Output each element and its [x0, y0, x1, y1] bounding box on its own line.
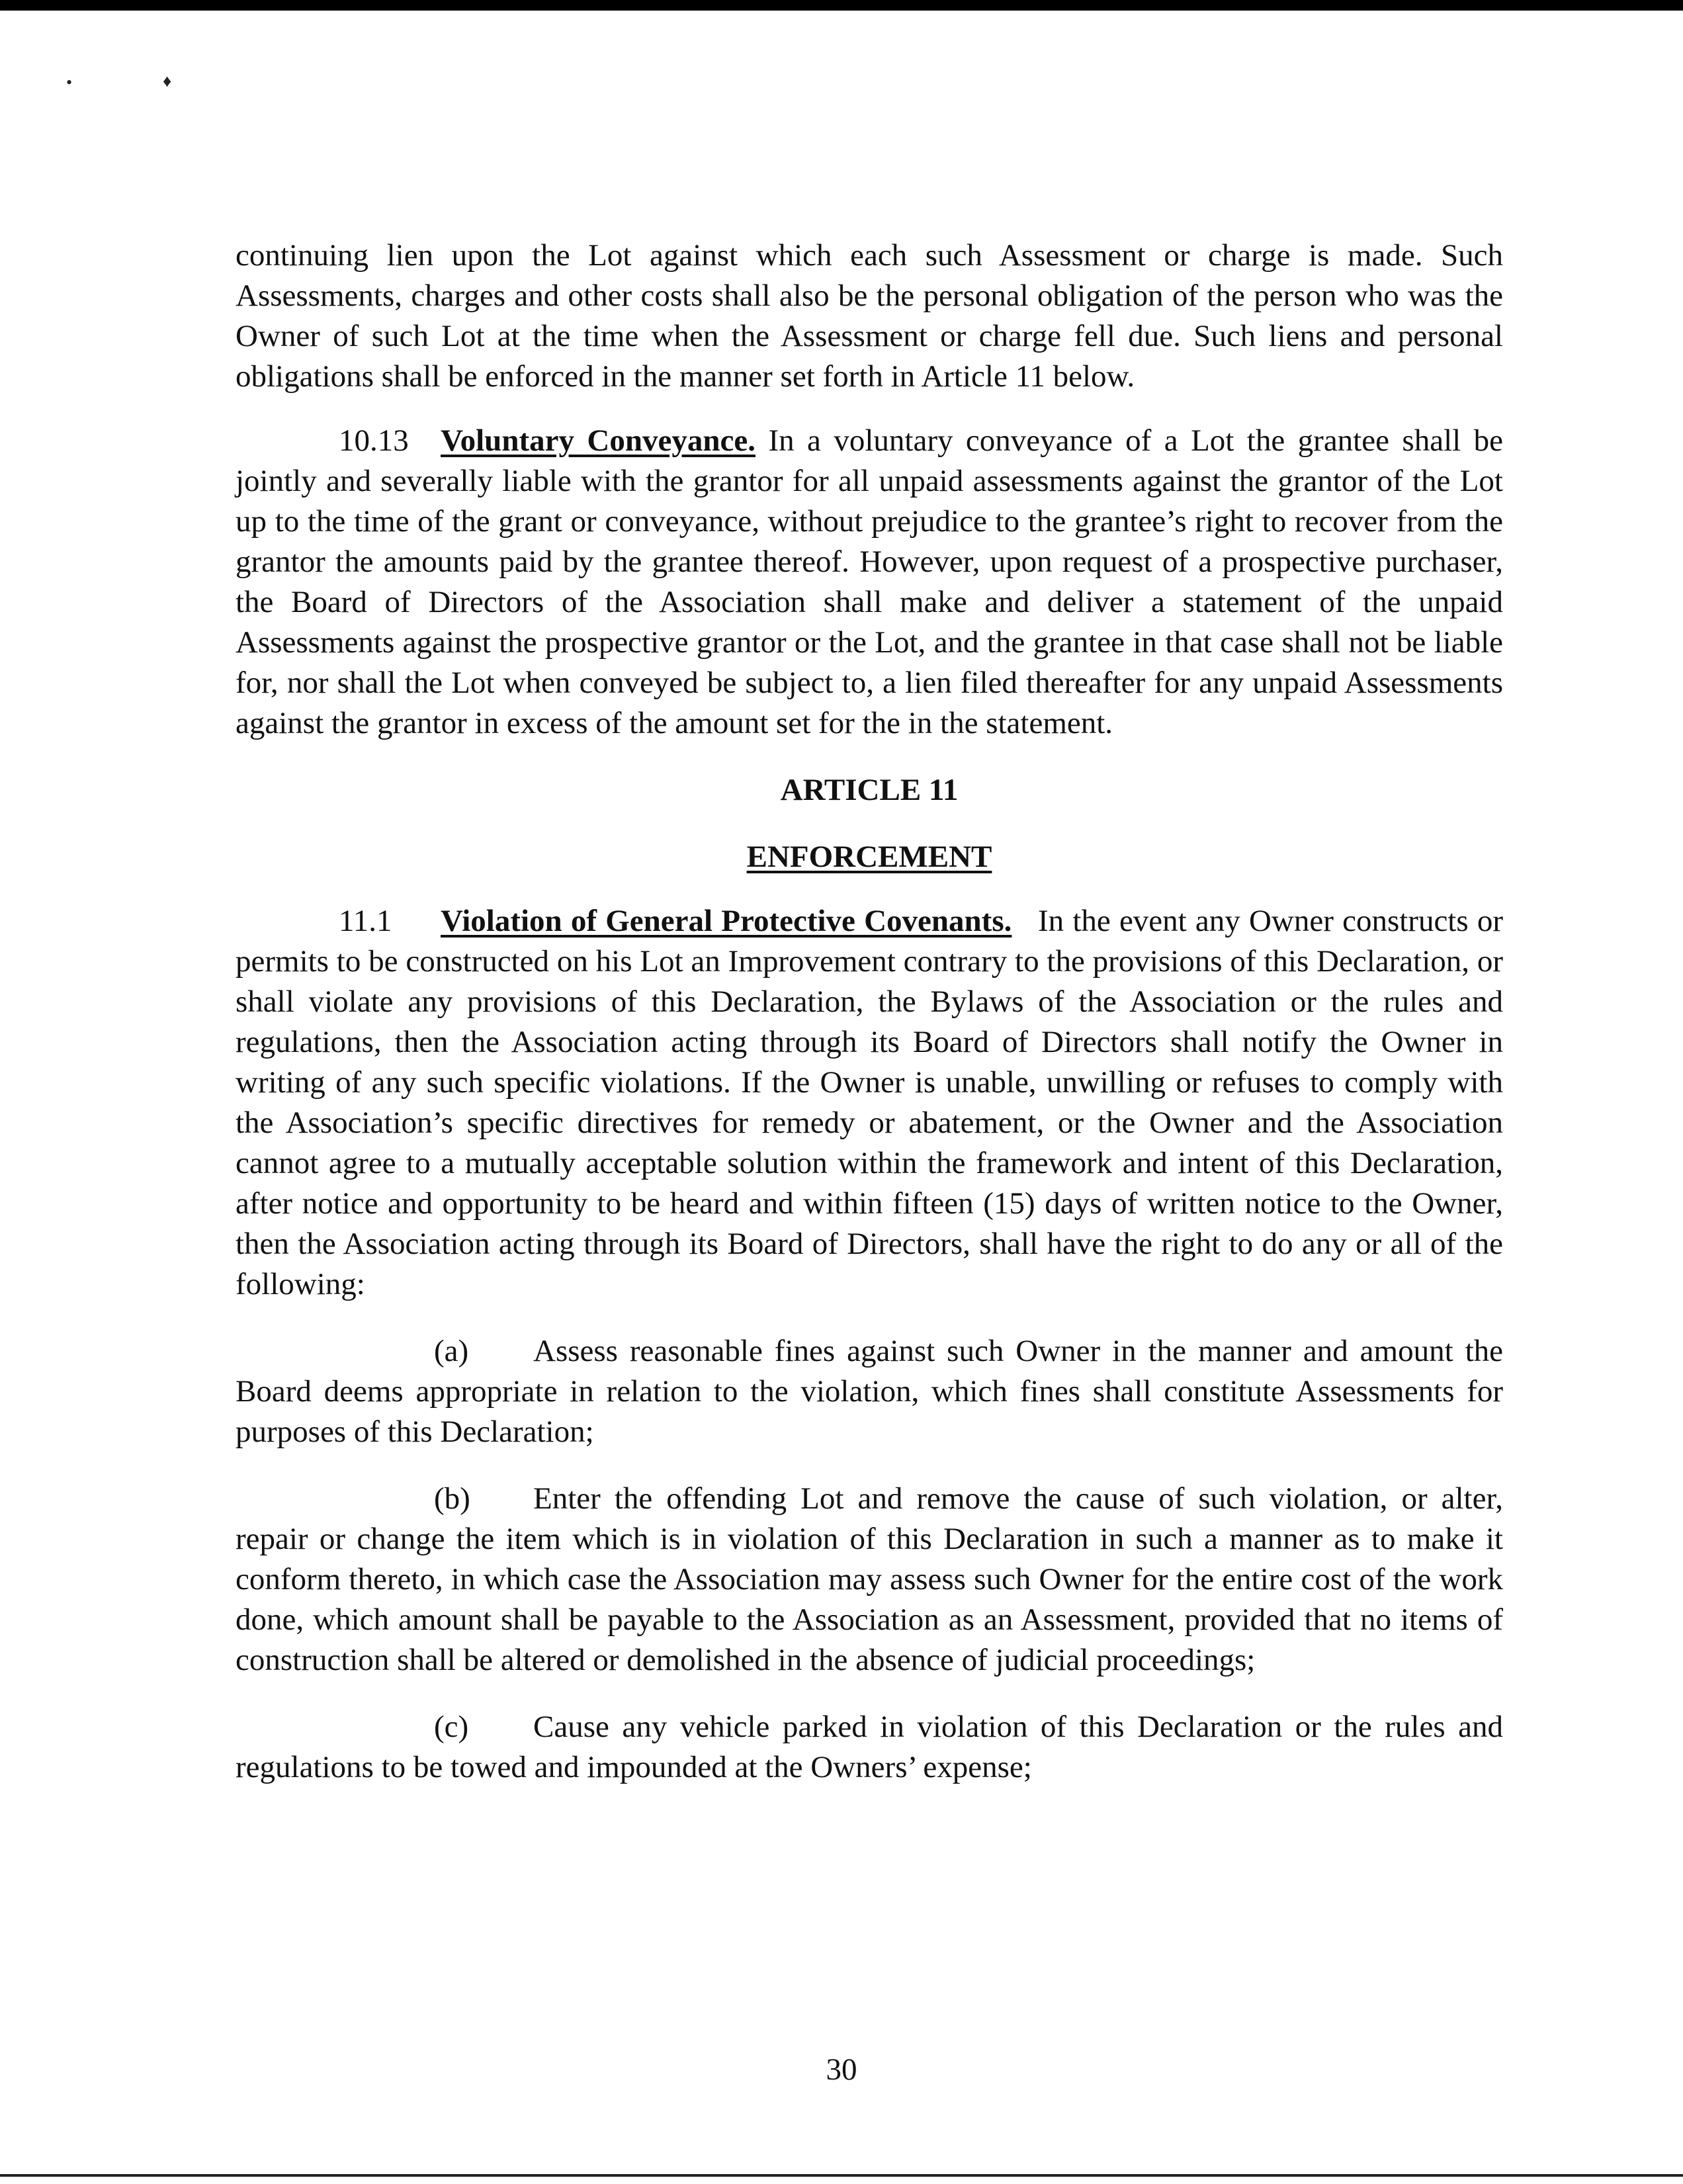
sub-item-a: [236, 1331, 1503, 1452]
sub-item-text: Enter the offending Lot and remove the cause of such violation, or alter, repair or change the item which is in violation of this Declaration in such a manner as to make it conform thereto, in which case the Association may assess such Owner for the entire cost of the work done, which amount shall be payable to the Association as an Assessment, provided that no items of construction shall be altered or demolished in the absence of judicial proceedings;: [236, 1481, 1503, 1677]
sub-item-text: Assess reasonable fines against such Owner in the manner and amount the Board deems appropriate in relation to the violation, which fines shall constitute Assessments for purposes of this Declaration;: [236, 1334, 1503, 1449]
section-text: In the event any Owner constructs or permits to be constructed on his Lot an Improvement contrary to the provisions of this Declaration, or shall violate any provisions of this Declaration, the Bylaws of the Association or the rules and regulations, then the Association acting through its Board of Directors shall notify the Owner in writing of any such specific violations. If the Owner is unable, unwilling or refuses to comply with the Association’s specific directives for remedy or abatement, or the Owner and the Association cannot agree to a mutually acceptable solution within the framework and intent of this Declaration, after notice and opportunity to be heard and within fifteen (15) days of written notice to the Owner, then the Association acting through its Board of Directors, shall have the right to do any or all of the following:: [236, 904, 1503, 1301]
sub-item-c: [236, 1707, 1503, 1788]
top-border: [0, 0, 1683, 11]
section-11-1: [236, 901, 1503, 1305]
stray-mark-2: ♦: [163, 71, 172, 91]
section-10-13: [236, 421, 1503, 744]
section-number: 10.13: [339, 423, 409, 458]
sub-item-b: [236, 1479, 1503, 1681]
section-heading: Voluntary Conveyance.: [441, 423, 755, 458]
article-title: ARTICLE 11: [780, 773, 959, 807]
continuation-paragraph: continuing lien upon the Lot against which each such Assessment or charge is made. Such Assessments, charges and other costs shall also be the personal obligation of the person who was the Owner of such Lot at the time when the Assessment or charge fell due. Such liens and personal obligations shall be enforced in the manner set forth in Article 11 below.: [236, 238, 1503, 394]
section-text: In a voluntary conveyance of a Lot the grantee shall be jointly and severally liable with the grantor for all unpaid assessments against the grantor of the Lot up to the time of the grant or conveyance, without prejudice to the grantee’s right to recover from the grantor the amounts paid by the grantee thereof. However, upon request of a prospective purchaser, the Board of Directors of the Association shall make and deliver a statement of the unpaid Assessments against the prospective grantor or the Lot, and the grantee in that case shall not be liable for, nor shall the Lot when conveyed be subject to, a lien filed thereafter for any unpaid Assessments against the grantor in excess of the amount set for the in the statement.: [236, 423, 1503, 740]
sub-item-label: (a): [434, 1334, 469, 1368]
bottom-border: [0, 2174, 1683, 2177]
sub-item-label: (b): [434, 1481, 470, 1516]
article-subtitle: ENFORCEMENT: [746, 840, 992, 874]
sub-item-text: Cause any vehicle parked in violation of this Declaration or the rules and regulations to be towed and impounded at the Owners’ expense;: [236, 1710, 1503, 1784]
sub-item-label: (c): [434, 1710, 469, 1744]
section-heading: Violation of General Protective Covenants.: [441, 904, 1012, 938]
section-number: 11.1: [339, 904, 392, 938]
stray-mark-1: •: [66, 73, 73, 92]
document-body: [236, 236, 1503, 1788]
page-number: 30: [826, 2052, 857, 2087]
